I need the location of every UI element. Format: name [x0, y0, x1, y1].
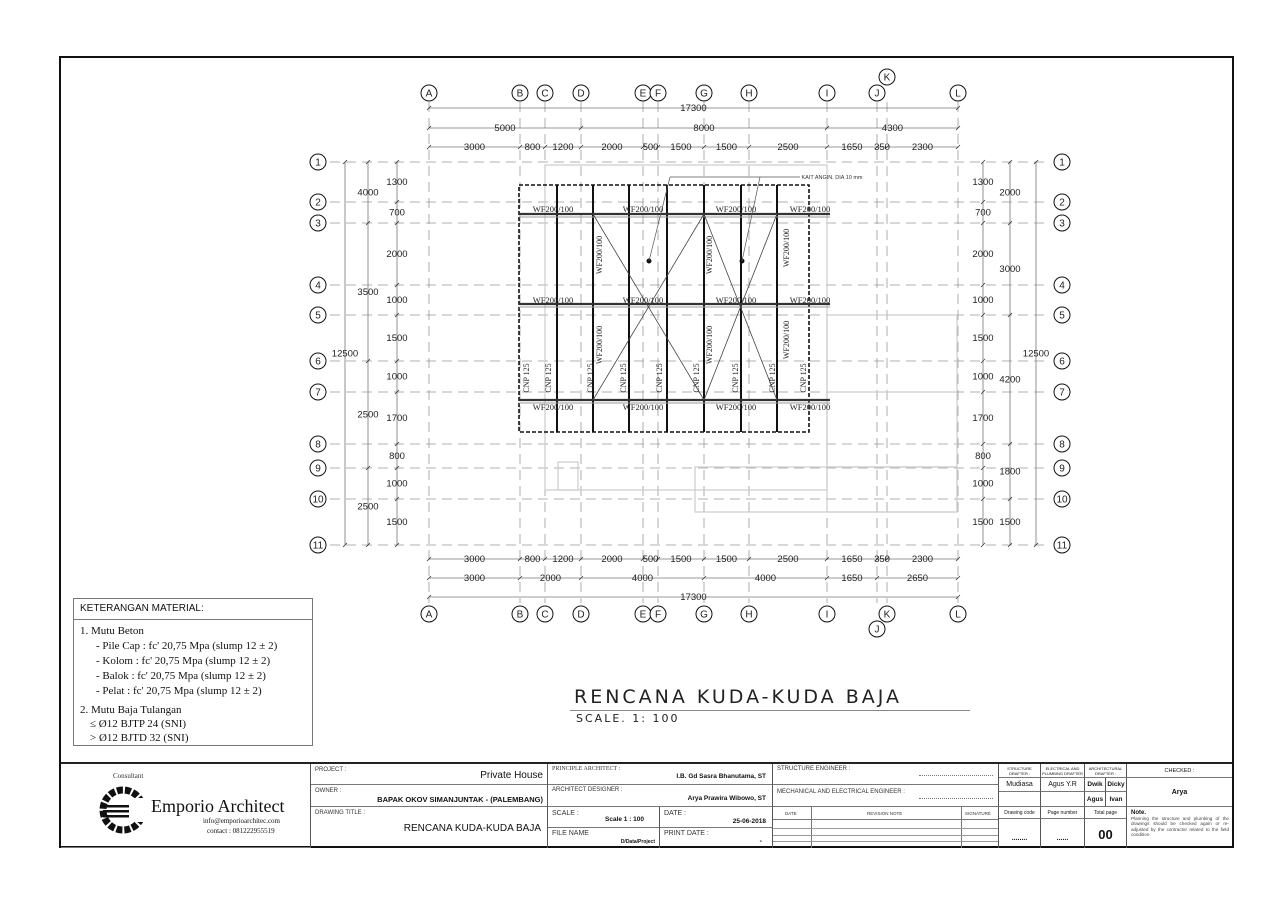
svg-text:K: K	[883, 72, 891, 84]
scale-label: SCALE :	[552, 810, 579, 817]
date-label: DATE :	[664, 810, 687, 817]
svg-text:9: 9	[1059, 463, 1065, 475]
svg-text:350: 350	[874, 142, 890, 153]
svg-text:9: 9	[315, 463, 321, 475]
svg-text:1500: 1500	[715, 142, 738, 153]
svg-text:3500: 3500	[357, 287, 379, 298]
legend-item: ≤ Ø12 BJTP 24 (SNI)	[90, 718, 187, 730]
legend-item: - Balok : fc' 20,75 Mpa (slump 12 ± 2)	[96, 670, 266, 682]
svg-text:WF200/100: WF200/100	[782, 320, 791, 360]
designer-cell	[548, 785, 773, 807]
designer-label: ARCHITECT DESIGNER :	[552, 787, 623, 793]
company-email[interactable]: info@emporioarchitec.com	[203, 817, 280, 825]
svg-text:2500: 2500	[777, 554, 799, 565]
scale-value: Scale 1 : 100	[605, 816, 645, 823]
drawing-title-label: DRAWING TITLE :	[315, 810, 366, 816]
svg-text:WF200/100: WF200/100	[705, 235, 714, 275]
svg-text:17300: 17300	[680, 592, 707, 603]
principle-label: PRINCIPLE ARCHITECT :	[552, 766, 621, 772]
svg-text:2000: 2000	[386, 249, 408, 260]
svg-text:J: J	[874, 624, 880, 636]
svg-text:800: 800	[524, 142, 541, 153]
elec-drafter-label-cell	[1041, 764, 1085, 778]
svg-text:11: 11	[1056, 540, 1068, 552]
svg-text:D: D	[577, 609, 585, 621]
drawing-title: RENCANA KUDA-KUDA BAJA	[574, 686, 903, 708]
svg-text:3000: 3000	[463, 573, 486, 584]
svg-text:5000: 5000	[494, 123, 516, 134]
svg-text:17300: 17300	[680, 103, 707, 114]
drawing-title-value: RENCANA KUDA-KUDA BAJA	[403, 823, 541, 834]
svg-text:KAIT ANGIN. DIA 10 mm: KAIT ANGIN. DIA 10 mm	[801, 175, 863, 181]
mep-engineer-cell	[773, 785, 999, 807]
legend-item: > Ø12 BJTD 32 (SNI)	[90, 732, 189, 744]
note-text: Planning the structure and plumbing of the drawings should be checked again or re-adjusted by the contractor related to the field condition	[1131, 816, 1229, 837]
svg-text:4: 4	[315, 280, 321, 292]
drawing-code-value: ........	[999, 819, 1041, 848]
svg-text:E: E	[639, 88, 647, 100]
checked-value: Arya	[1127, 778, 1232, 807]
svg-text:4: 4	[1059, 280, 1065, 292]
svg-text:WF200/100: WF200/100	[715, 204, 757, 214]
date-value: 25-06-2018	[732, 818, 766, 825]
svg-text:11: 11	[312, 540, 324, 552]
total-page-value: 00	[1085, 819, 1127, 848]
print-date-label: PRINT DATE :	[664, 830, 709, 837]
svg-text:1000: 1000	[972, 371, 994, 383]
structure-engineer-cell	[773, 764, 999, 785]
svg-text:2300: 2300	[911, 554, 934, 565]
print-date-cell	[660, 828, 773, 848]
total-page-label: Total page	[1085, 807, 1127, 819]
svg-text:800: 800	[389, 451, 405, 462]
svg-text:WF200/100: WF200/100	[595, 325, 604, 365]
svg-text:2000: 2000	[601, 554, 623, 565]
consultant-cell	[61, 764, 311, 848]
svg-text:2300: 2300	[911, 142, 934, 153]
svg-text:800: 800	[524, 554, 541, 565]
drawing-scale: SCALE. 1: 100	[576, 712, 680, 725]
file-label: FILE NAME	[552, 830, 589, 837]
project-label: PROJECT :	[315, 767, 347, 773]
svg-text:CNP 125: CNP 125	[655, 363, 664, 393]
svg-text:7: 7	[315, 387, 321, 399]
svg-text:6: 6	[315, 356, 321, 368]
svg-text:5: 5	[315, 310, 321, 322]
legend-item: - Pelat : fc' 20,75 Mpa (slump 12 ± 2)	[96, 685, 262, 697]
svg-text:4000: 4000	[754, 573, 777, 584]
elec-drafter-label: ELECTRICAL AND PLUMBING DRAFTER	[1042, 766, 1083, 776]
arch-drafter-3: Agus	[1085, 792, 1106, 807]
svg-text:1000: 1000	[386, 478, 408, 490]
svg-text:L: L	[955, 609, 961, 621]
drawing-title-cell	[311, 807, 548, 848]
svg-text:1500: 1500	[386, 517, 408, 528]
svg-text:WF200/100: WF200/100	[789, 295, 831, 305]
svg-text:500: 500	[642, 554, 659, 565]
svg-text:1500: 1500	[999, 517, 1021, 528]
scale-cell	[548, 807, 660, 828]
svg-text:1200: 1200	[552, 554, 574, 565]
note-block	[1131, 810, 1229, 837]
svg-text:D: D	[577, 88, 585, 100]
svg-text:1000: 1000	[972, 295, 994, 306]
svg-text:J: J	[874, 88, 880, 100]
svg-text:12500: 12500	[331, 348, 359, 360]
structure-drafter-value: Mudiasa	[999, 778, 1041, 792]
legend-item: - Kolom : fc' 20,75 Mpa (slump 12 ± 2)	[96, 655, 271, 667]
svg-text:WF200/100: WF200/100	[789, 204, 831, 214]
arch-drafter-1: Dwik	[1085, 778, 1106, 792]
svg-text:WF200/100: WF200/100	[622, 402, 664, 412]
empty-cell	[999, 792, 1041, 807]
svg-text:1000: 1000	[972, 478, 994, 490]
project-value: Private House	[480, 770, 543, 781]
svg-text:CNP 125: CNP 125	[544, 363, 553, 393]
legend-section-concrete: 1. Mutu Beton	[80, 625, 144, 637]
designer-value: Arya Prawira Wibowo, ST	[687, 795, 766, 802]
svg-text:CNP 125: CNP 125	[522, 363, 531, 393]
svg-text:4000: 4000	[357, 187, 379, 199]
svg-text:8: 8	[315, 439, 321, 451]
svg-text:800: 800	[975, 451, 991, 462]
svg-text:I: I	[825, 609, 829, 621]
svg-text:2500: 2500	[357, 501, 379, 513]
svg-text:2000: 2000	[601, 142, 623, 153]
svg-text:700: 700	[975, 207, 991, 219]
svg-text:2500: 2500	[357, 409, 379, 421]
structure-drafter-label-cell	[999, 764, 1041, 778]
svg-text:G: G	[700, 88, 708, 100]
mep-engineer-label: MECHANICAL AND ELECTRICAL ENGINEER :	[777, 789, 905, 795]
consultant-label: Consultant	[113, 772, 144, 780]
company-contact: contact : 081222955519	[207, 827, 275, 835]
page-number-value: ......	[1041, 819, 1085, 848]
empty-cell	[1041, 792, 1085, 807]
svg-text:1500: 1500	[972, 333, 994, 344]
svg-text:B: B	[516, 609, 524, 621]
svg-text:1700: 1700	[972, 413, 994, 424]
material-legend	[73, 598, 313, 746]
svg-text:H: H	[745, 88, 753, 100]
svg-text:12500: 12500	[1022, 348, 1050, 360]
print-date-value: -	[759, 838, 762, 845]
svg-text:3000: 3000	[463, 142, 486, 153]
svg-text:4300: 4300	[881, 123, 904, 134]
legend-item: - Pile Cap : fc' 20,75 Mpa (slump 12 ± 2)	[96, 640, 278, 652]
svg-text:CNP 125: CNP 125	[692, 363, 701, 393]
svg-text:WF200/100: WF200/100	[715, 295, 757, 305]
svg-text:1650: 1650	[841, 554, 863, 565]
arch-drafter-label: ARCHITECTURAL DRAFTER :	[1088, 766, 1123, 776]
arch-drafter-4: Ivan	[1106, 792, 1127, 807]
svg-text:8000: 8000	[693, 123, 715, 134]
structure-drafter-label: STRUCTURE DRAFTER :	[1007, 766, 1032, 776]
elec-drafter-value: Agus Y.R	[1041, 778, 1085, 792]
checked-label: CHECKED :	[1127, 764, 1232, 778]
svg-text:A: A	[425, 88, 433, 100]
svg-text:700: 700	[389, 207, 405, 219]
svg-text:CNP 125: CNP 125	[731, 363, 740, 393]
revision-table	[773, 807, 999, 848]
svg-text:WF200/100: WF200/100	[782, 228, 791, 268]
title-block	[61, 762, 1232, 846]
svg-text:5: 5	[1059, 310, 1065, 322]
svg-text:2000: 2000	[539, 573, 562, 584]
svg-text:7: 7	[1059, 387, 1065, 399]
svg-text:G: G	[700, 609, 708, 621]
title-underline	[570, 710, 970, 711]
svg-text:10: 10	[312, 494, 324, 506]
svg-text:1500: 1500	[670, 142, 692, 153]
structure-engineer-label: STRUCTURE ENGINEER :	[777, 766, 851, 772]
legend-header: KETERANGAN MATERIAL:	[74, 599, 312, 620]
svg-text:500: 500	[642, 142, 659, 153]
svg-text:1650: 1650	[841, 573, 863, 584]
svg-text:6: 6	[1059, 356, 1065, 368]
svg-text:2500: 2500	[777, 142, 799, 153]
svg-text:1700: 1700	[386, 413, 408, 424]
svg-text:L: L	[955, 88, 961, 100]
svg-text:2: 2	[1059, 197, 1065, 209]
svg-text:2: 2	[315, 197, 321, 209]
svg-text:3000: 3000	[463, 554, 486, 565]
principle-cell	[548, 764, 773, 785]
svg-text:3: 3	[315, 218, 321, 230]
svg-text:B: B	[516, 88, 524, 100]
drawing-code-label: Drawing code	[999, 807, 1041, 819]
svg-text:I: I	[825, 88, 829, 100]
svg-text:1500: 1500	[386, 333, 408, 344]
svg-text:350: 350	[874, 554, 890, 565]
svg-text:1300: 1300	[972, 177, 994, 188]
file-value: D/Data/Project	[620, 839, 655, 845]
revision-date-header: DATE	[785, 811, 797, 816]
svg-text:WF200/100: WF200/100	[532, 402, 574, 412]
svg-text:WF200/100: WF200/100	[622, 295, 664, 305]
svg-text:A: A	[425, 609, 433, 621]
file-cell	[548, 828, 660, 848]
svg-text:CNP 125: CNP 125	[586, 363, 595, 393]
svg-text:1300: 1300	[386, 177, 408, 188]
svg-text:8: 8	[1059, 439, 1065, 451]
revision-signature-header: SIGNATURE	[965, 811, 991, 816]
svg-text:WF200/100: WF200/100	[532, 295, 574, 305]
svg-text:1500: 1500	[972, 517, 994, 528]
svg-text:1000: 1000	[386, 295, 408, 306]
svg-text:1000: 1000	[386, 371, 408, 383]
svg-text:4000: 4000	[631, 573, 654, 584]
svg-text:F: F	[654, 609, 662, 621]
note-label: Note.	[1131, 810, 1146, 816]
svg-text:1500: 1500	[670, 554, 692, 565]
svg-text:2000: 2000	[972, 249, 994, 260]
svg-text:WF200/100: WF200/100	[705, 325, 714, 365]
svg-text:CNP 125: CNP 125	[768, 363, 777, 393]
owner-cell	[311, 785, 548, 807]
svg-text:E: E	[639, 609, 647, 621]
owner-value: BAPAK OKOV SIMANJUNTAK - (PALEMBANG)	[377, 795, 543, 804]
svg-text:C: C	[541, 609, 549, 621]
svg-text:C: C	[541, 88, 549, 100]
legend-section-steel: 2. Mutu Baja Tulangan	[80, 704, 182, 716]
svg-text:WF200/100: WF200/100	[595, 235, 604, 275]
svg-text:2650: 2650	[906, 573, 929, 584]
svg-text:1800: 1800	[999, 466, 1021, 478]
owner-label: OWNER :	[315, 788, 342, 794]
company-logo-icon	[97, 784, 149, 836]
svg-text:2000: 2000	[999, 187, 1021, 199]
svg-text:1650: 1650	[841, 142, 863, 153]
page-number-label: Page number	[1041, 807, 1085, 819]
principle-value: I.B. Gd Sasra Bhanutama, ST	[676, 773, 766, 780]
project-cell	[311, 764, 548, 785]
svg-text:3000: 3000	[999, 264, 1021, 275]
svg-text:F: F	[654, 88, 662, 100]
svg-text:1500: 1500	[715, 554, 738, 565]
svg-text:4200: 4200	[999, 374, 1021, 386]
svg-text:WF200/100: WF200/100	[789, 402, 831, 412]
svg-text:WF200/100: WF200/100	[622, 204, 664, 214]
svg-text:1: 1	[315, 157, 321, 169]
svg-text:WF200/100: WF200/100	[532, 204, 574, 214]
svg-text:WF200/100: WF200/100	[715, 402, 757, 412]
svg-text:3: 3	[1059, 218, 1065, 230]
svg-text:CNP 125: CNP 125	[619, 363, 628, 393]
company-name: Emporio Architect	[151, 796, 285, 816]
svg-text:K: K	[883, 609, 891, 621]
arch-drafter-label-cell	[1085, 764, 1127, 778]
svg-text:1: 1	[1059, 157, 1065, 169]
revision-note-header: REVISION NOTE	[867, 811, 903, 816]
svg-text:CNP 125: CNP 125	[799, 363, 808, 393]
svg-text:10: 10	[1056, 494, 1068, 506]
svg-text:H: H	[745, 609, 753, 621]
arch-drafter-2: Dicky	[1106, 778, 1127, 792]
svg-text:1200: 1200	[552, 142, 574, 153]
date-cell	[660, 807, 773, 828]
